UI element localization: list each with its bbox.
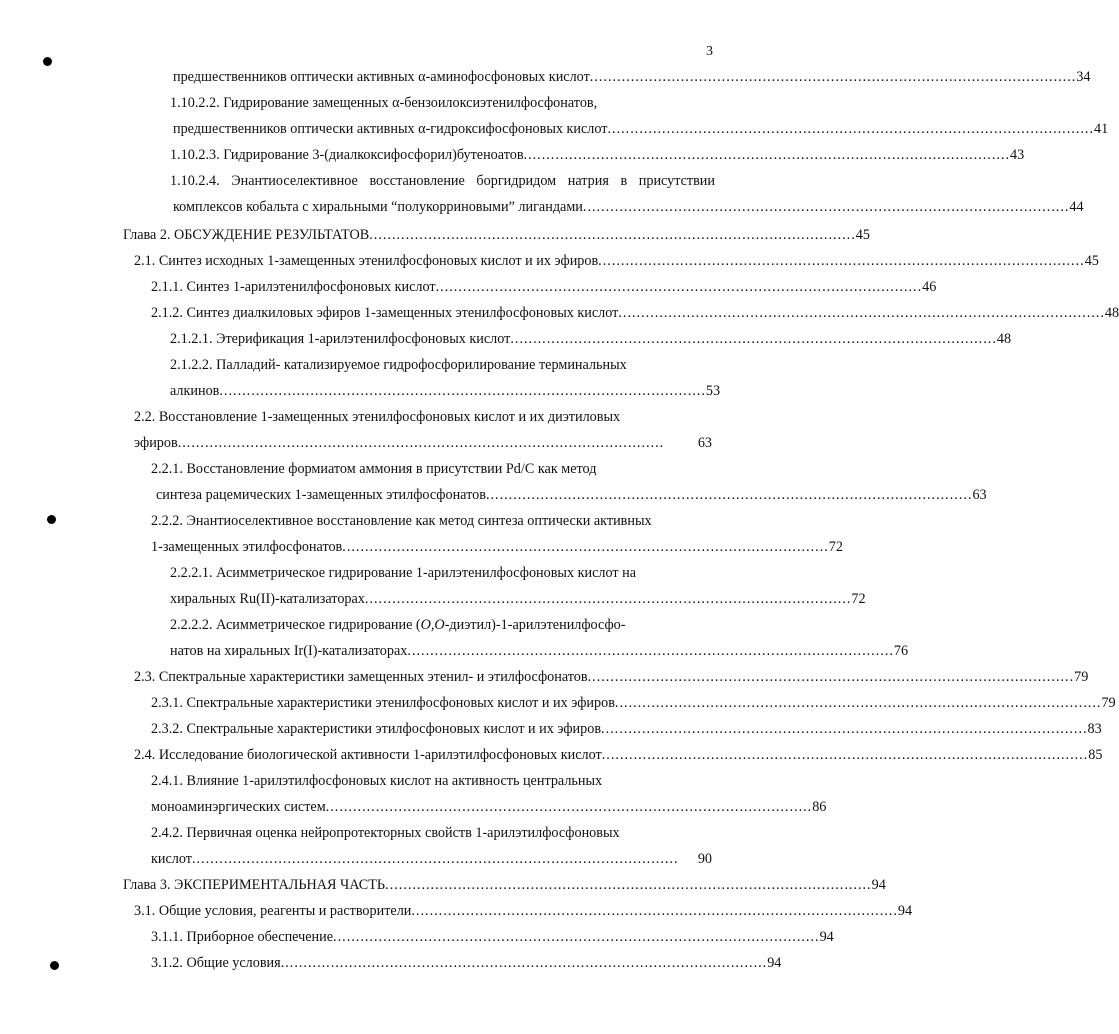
toc-page-number: 94 — [897, 903, 913, 919]
toc-page-number: 85 — [1088, 747, 1103, 763]
toc-entry-text: 2.1. Синтез исходных 1-замещенных этенилфосфоновых кислот и их эфиров — [134, 253, 599, 269]
toc-line — [170, 90, 711, 116]
toc-line — [134, 430, 712, 456]
toc-line — [170, 168, 715, 194]
toc-dot-leader: ........................................................................................................... — [589, 69, 1077, 85]
toc-line — [170, 586, 866, 612]
toc-entry-text: 2.1.2.1. Этерификация 1-арилэтенилфосфоновых кислот — [170, 331, 511, 347]
toc-line — [151, 846, 712, 872]
toc-dot-leader: ........................................................................................................... — [369, 227, 856, 243]
toc-page-number: 63 — [972, 487, 987, 503]
toc-line — [151, 794, 827, 820]
toc-entry-text-after: -диэтил)-1-арилэтенилфосфо- — [444, 617, 626, 633]
toc-entry-text: 2.4.2. Первичная оценка нейропротекторных свойств 1-арилэтилфосфоновых — [151, 825, 620, 841]
toc-line — [151, 508, 712, 534]
toc-line — [134, 404, 712, 430]
toc-line — [123, 222, 870, 248]
toc-page-number: 86 — [812, 799, 827, 815]
toc-entry-text: 2.1.2.2. Палладий- катализируемое гидрофосфорилирование терминальных — [170, 357, 627, 373]
toc-line — [134, 248, 1099, 274]
toc-entry-text: 2.2.1. Восстановление формиатом аммония в присутствии Pd/C как метод — [151, 461, 597, 477]
toc-page-number: 94 — [819, 929, 834, 945]
toc-dot-leader: ........................................................................................................... — [411, 903, 898, 919]
toc-entry-text: 1.10.2.4. Энантиоселективное восстановление боргидридом натрия в присутствии — [170, 173, 715, 189]
toc-dot-leader: ........................................................................................................... — [342, 539, 829, 555]
toc-line — [134, 664, 1089, 690]
toc-dot-leader: ........................................................................................................... — [601, 721, 1088, 737]
toc-page-number: 46 — [922, 279, 937, 295]
toc-page-number: 72 — [851, 591, 866, 607]
toc-dot-leader: ........................................................................................................... — [523, 147, 1011, 163]
toc-line — [151, 768, 712, 794]
toc-line — [151, 690, 1116, 716]
toc-entry-text: 1.10.2.3. Гидрирование 3-(диалкоксифосфорил)бутеноатов — [170, 147, 524, 163]
punch-hole-mark — [47, 515, 56, 524]
toc-line — [173, 116, 1109, 142]
toc-line — [170, 612, 711, 638]
punch-hole-mark — [43, 57, 52, 66]
toc-entry-text: 2.3.1. Спектральные характеристики этенилфосфоновых кислот и их эфиров — [151, 695, 615, 711]
toc-page-number: 53 — [705, 383, 721, 399]
toc-page-number: 94 — [871, 877, 886, 893]
toc-line — [173, 64, 1091, 90]
toc-page-number: 34 — [1076, 69, 1091, 85]
toc-page-number: 76 — [893, 643, 909, 659]
toc-line — [156, 482, 987, 508]
page-number: 3 — [706, 44, 713, 59]
punch-hole-mark — [50, 961, 59, 970]
toc-entry-text: 2.2.2.1. Асимметрическое гидрирование 1-арилэтенилфосфоновых кислот на — [170, 565, 637, 581]
toc-line — [173, 194, 1084, 220]
toc-page-number: 90 — [697, 851, 712, 867]
toc-line — [151, 534, 843, 560]
toc-dot-leader: ........................................................................................................... — [598, 253, 1085, 269]
toc-line — [170, 326, 1012, 352]
toc-line — [170, 378, 721, 404]
toc-dot-leader: ........................................................................................................... — [191, 851, 679, 867]
toc-entry-text: натов на хиральных Ir(I)-катализаторах — [170, 643, 408, 659]
toc-line — [134, 742, 1103, 768]
toc-dot-leader: ........................................................................................................... — [219, 383, 706, 399]
toc-line — [170, 352, 711, 378]
toc-line — [151, 924, 834, 950]
toc-line — [151, 456, 712, 482]
toc-dot-leader: ........................................................................................................... — [435, 279, 923, 295]
toc-dot-leader: ........................................................................................................... — [385, 877, 872, 893]
toc-page-number: 44 — [1069, 199, 1084, 215]
toc-page-number: 48 — [996, 331, 1012, 347]
toc-entry-text: 2.1.1. Синтез 1-арилэтенилфосфоновых кислот — [151, 279, 436, 295]
toc-entry-text: Глава 3. ЭКСПЕРИМЕНТАЛЬНАЯ ЧАСТЬ — [123, 877, 386, 893]
toc-dot-leader: ........................................................................................................... — [618, 305, 1105, 321]
toc-entry-text: 2.3.2. Спектральные характеристики этилфосфоновых кислот и их эфиров — [151, 721, 602, 737]
toc-line — [151, 716, 1102, 742]
toc-page-number: 63 — [697, 435, 712, 451]
toc-page-number: 72 — [828, 539, 843, 555]
toc-entry-text: 2.4.1. Влияние 1-арилэтилфосфоновых кислот на активность центральных — [151, 773, 603, 789]
toc-entry-text: синтеза рацемических 1-замещенных этилфосфонатов — [156, 487, 486, 503]
toc-dot-leader: ........................................................................................................... — [607, 121, 1094, 137]
toc-dot-leader: ........................................................................................................... — [407, 643, 894, 659]
toc-line — [134, 898, 913, 924]
toc-line — [170, 560, 711, 586]
toc-entry-text: Глава 2. ОБСУЖДЕНИЕ РЕЗУЛЬТАТОВ — [123, 227, 370, 243]
toc-entry-text: хиральных Ru(II)-катализаторах — [170, 591, 365, 607]
toc-line — [170, 142, 1025, 168]
toc-line — [151, 300, 1119, 326]
toc-page-number: 48 — [1104, 305, 1119, 321]
toc-entry-text: 2.2.2. Энантиоселективное восстановление как метод синтеза оптически активных — [151, 513, 652, 529]
toc-entry-text: 2.4. Исследование биологической активности 1-арилэтилфосфоновых кислот — [134, 747, 602, 763]
toc-page-number: 41 — [1094, 121, 1109, 137]
toc-dot-leader: ........................................................................................................... — [280, 955, 768, 971]
toc-page-number: 45 — [855, 227, 870, 243]
toc-entry-text: 1.10.2.2. Гидрирование замещенных α-бензоилоксиэтенилфосфонатов, — [170, 95, 598, 111]
toc-entry-text: 2.1.2. Синтез диалкиловых эфиров 1-замещенных этенилфосфоновых кислот — [151, 305, 619, 321]
toc-entry-text: моноаминэргических систем — [151, 799, 326, 815]
toc-entry-text: предшественников оптически активных α-гидроксифосфоновых кислот — [173, 121, 608, 137]
toc-entry-text-italic: O,O — [420, 617, 445, 633]
toc-entry-text: 3.1.1. Приборное обеспечение — [151, 929, 334, 945]
toc-dot-leader: ........................................................................................................... — [364, 591, 852, 607]
toc-entry-text: 1-замещенных этилфосфонатов — [151, 539, 343, 555]
toc-entry-text: 2.3. Спектральные характеристики замещенных этенил- и этилфосфонатов — [134, 669, 588, 685]
toc-entry-text: 2.2. Восстановление 1-замещенных этенилфосфоновых кислот и их диэтиловых — [134, 409, 621, 425]
toc-dot-leader: ........................................................................................................... — [510, 331, 997, 347]
toc-entry-text-before: 2.2.2.2. Асимметрическое гидрирование ( — [170, 617, 421, 633]
toc-page-number: 79 — [1074, 669, 1089, 685]
toc-page-number: 94 — [767, 955, 782, 971]
toc-dot-leader: ........................................................................................................... — [333, 929, 820, 945]
toc-dot-leader: ........................................................................................................... — [601, 747, 1089, 763]
toc-dot-leader: ........................................................................................................... — [614, 695, 1102, 711]
toc-entry-text: 3.1. Общие условия, реагенты и растворители — [134, 903, 412, 919]
toc-entry-text: кислот — [151, 851, 192, 867]
toc-entry-text: комплексов кобальта с хиральными “полукорриновыми” лигандами — [173, 199, 583, 215]
toc-line — [170, 638, 909, 664]
toc-entry-text: 3.1.2. Общие условия — [151, 955, 281, 971]
toc-line — [151, 950, 782, 976]
toc-dot-leader: ........................................................................................................... — [582, 199, 1070, 215]
toc-page-number: 43 — [1010, 147, 1025, 163]
toc-page-number: 79 — [1101, 695, 1116, 711]
toc-entry-text: эфиров — [134, 435, 178, 451]
toc-dot-leader: ........................................................................................................... — [325, 799, 813, 815]
toc-page-number: 83 — [1087, 721, 1102, 737]
toc-dot-leader: ........................................................................................................... — [177, 435, 665, 451]
toc-page-number: 45 — [1084, 253, 1099, 269]
toc-line — [151, 274, 937, 300]
toc-line — [151, 820, 712, 846]
toc-line — [123, 872, 886, 898]
toc-entry-text: алкинов — [170, 383, 220, 399]
toc-entry-text: предшественников оптически активных α-аминофосфоновых кислот — [173, 69, 590, 85]
toc-dot-leader: ........................................................................................................... — [485, 487, 973, 503]
toc-dot-leader: ........................................................................................................... — [587, 669, 1075, 685]
